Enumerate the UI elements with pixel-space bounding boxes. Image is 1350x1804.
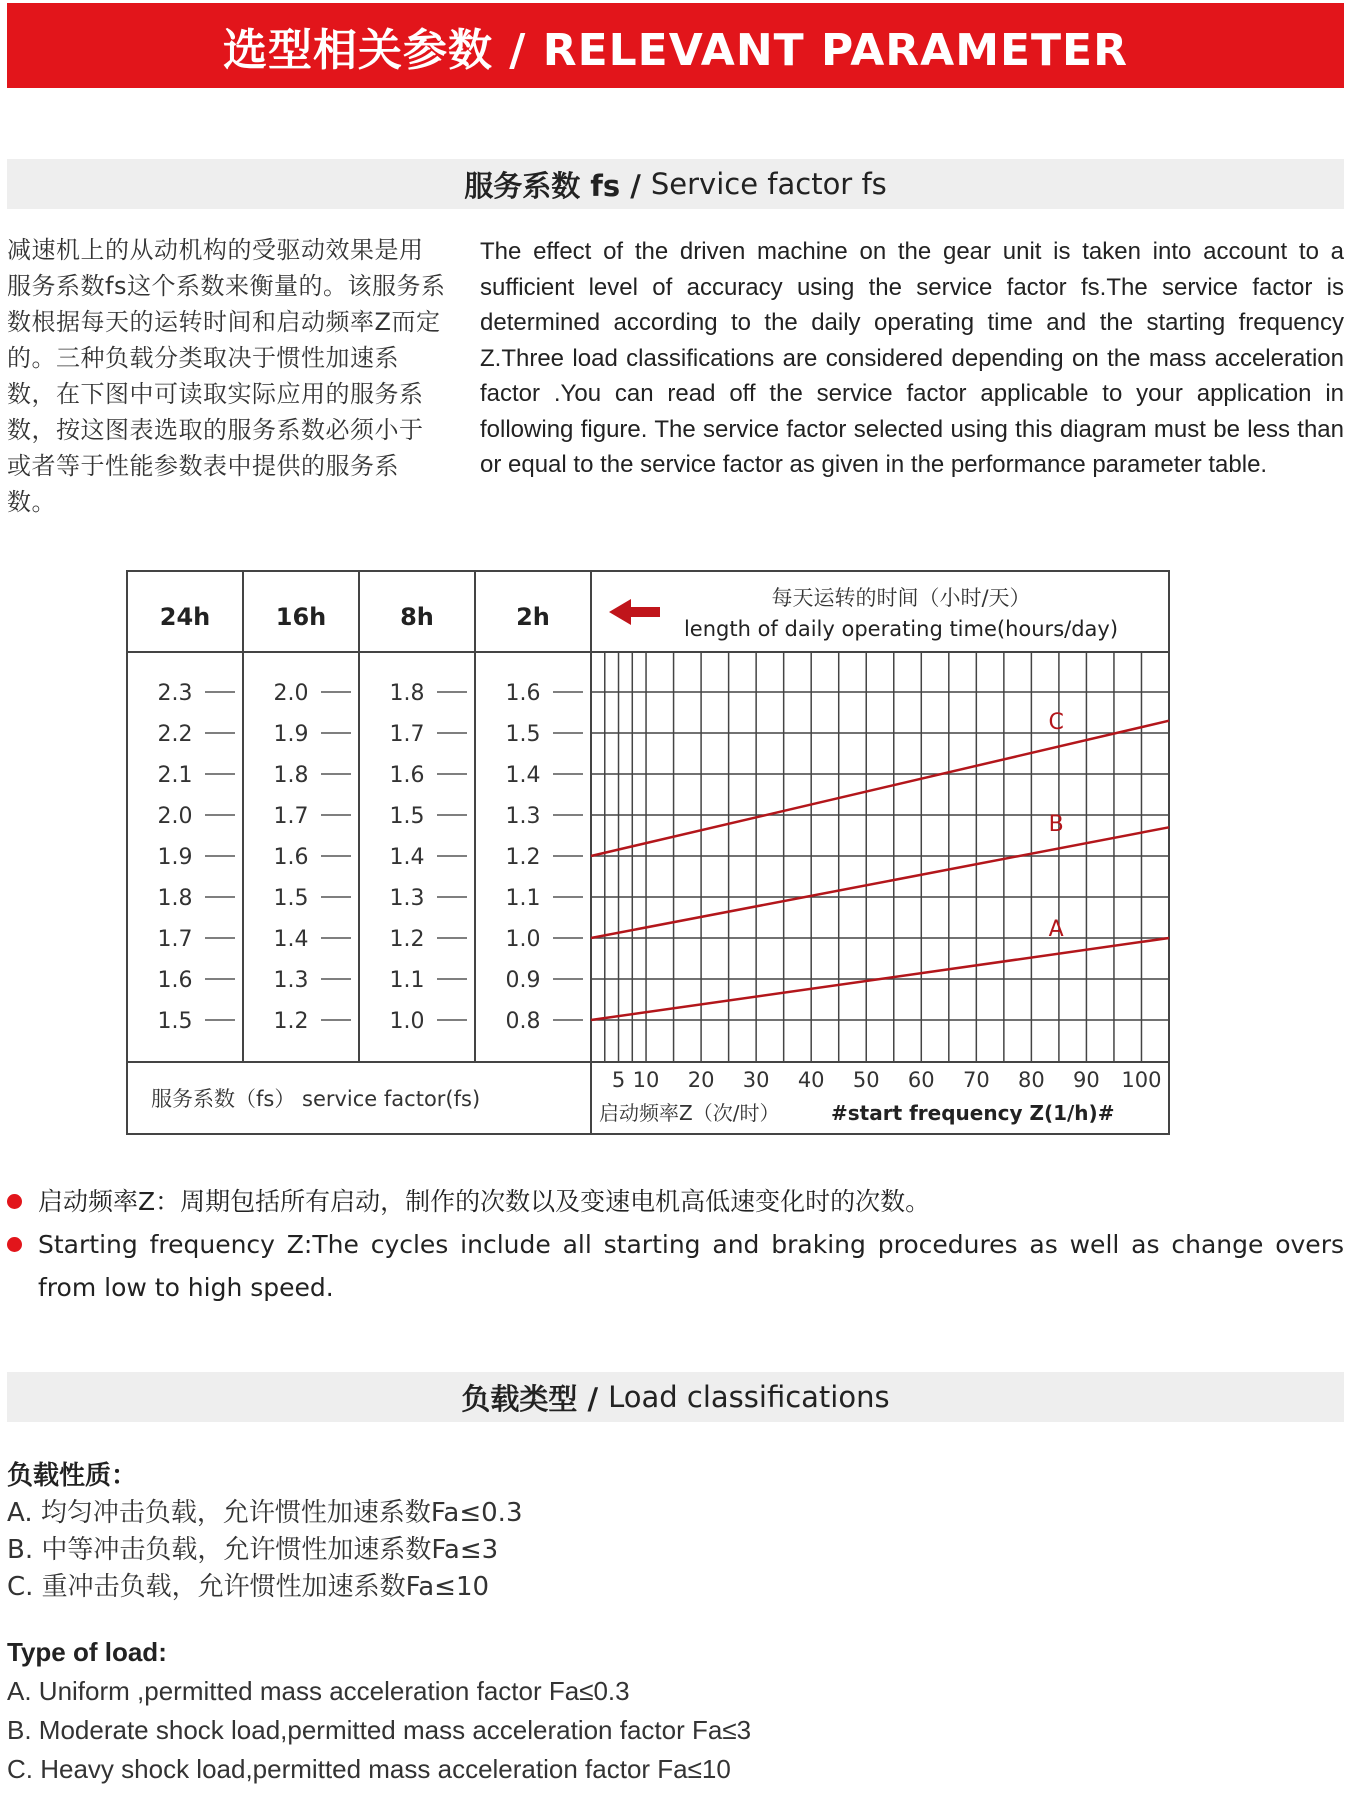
page-header-banner [7, 3, 1344, 88]
scale-value-8h: 1.2 [389, 927, 425, 952]
scale-value-24h: 1.8 [157, 886, 193, 911]
load-item-en-a: A. Uniform ,permitted mass acceleration factor Fa≤0.3 [7, 1676, 630, 1706]
load-heading-cn: 负载性质： [7, 1461, 138, 1491]
scale-value-2h: 0.8 [505, 1009, 541, 1034]
y-axis-label: 服务系数（fs） service factor(fs) [151, 1087, 481, 1111]
note-item-cn [7, 1180, 1344, 1223]
scale-value-8h: 1.7 [389, 722, 425, 747]
scale-value-2h: 1.4 [505, 763, 541, 788]
scale-value-24h: 2.0 [157, 804, 193, 829]
column-header-8h: 8h [400, 603, 434, 631]
load-list-cn [7, 1458, 523, 1606]
x-tick-label: 5 [611, 1068, 626, 1092]
scale-value-8h: 1.3 [389, 886, 425, 911]
load-section-bar [7, 1372, 1344, 1422]
scale-value-24h: 1.7 [157, 927, 193, 952]
scale-value-16h: 1.8 [273, 763, 309, 788]
x-tick-label: 30 [742, 1068, 770, 1092]
x-tick-label: 10 [632, 1068, 660, 1092]
x-tick-label: 90 [1073, 1068, 1100, 1092]
intro-text-en: The effect of the driven machine on the gear unit is taken into account to a sufficient level of accuracy using the service factor fs.The service factor is determined according to the daily operating time and the starting frequency Z.Three load classifications are considered depending on the mass acceleration factor .You can read off the service factor applicable to your application in following figure. The service factor selected using this diagram must be less than or equal to the service factor as given in the performance parameter table. [480, 238, 1344, 478]
scale-value-24h: 2.2 [157, 722, 193, 747]
service-factor-chart [126, 570, 1176, 1135]
x-tick-label: 100 [1121, 1068, 1162, 1092]
x-tick-label: 40 [797, 1068, 825, 1092]
scale-value-8h: 1.6 [389, 763, 425, 788]
column-header-16h: 16h [275, 603, 327, 631]
load-item-en-b: B. Moderate shock load,permitted mass acceleration factor Fa≤3 [7, 1715, 752, 1745]
load-line-label-c: C [1048, 710, 1064, 736]
scale-value-2h: 1.2 [505, 845, 541, 870]
x-tick-label: 20 [687, 1068, 715, 1092]
scale-value-16h: 1.3 [273, 968, 309, 993]
x-axis-label-cn: 启动频率Z（次/时） [599, 1101, 780, 1125]
scale-value-2h: 1.6 [505, 681, 541, 706]
scale-value-2h: 1.3 [505, 804, 541, 829]
scale-value-24h: 1.6 [157, 968, 193, 993]
load-item-cn-a: A. 均匀冲击负载，允许惯性加速系数Fa≤0.3 [7, 1498, 523, 1528]
scale-value-2h: 1.5 [505, 722, 541, 747]
note-text-en: Starting frequency Z:The cycles include all starting and braking procedures as well as change overs from low to high speed. [38, 1230, 1344, 1302]
bullet-dot-icon [7, 1194, 22, 1209]
scale-value-16h: 2.0 [273, 681, 309, 706]
x-tick-label: 80 [1018, 1068, 1045, 1092]
x-tick-label: 50 [852, 1068, 880, 1092]
load-item-en-c: C. Heavy shock load,permitted mass acceleration factor Fa≤10 [7, 1754, 731, 1784]
scale-value-2h: 0.9 [505, 968, 541, 993]
load-item-cn-b: B. 中等冲击负载，允许惯性加速系数Fa≤3 [7, 1535, 499, 1565]
service-factor-title-cn: 服务系数 fs / [464, 168, 641, 203]
chart-title-cn: 每天运转的时间（小时/天） [771, 586, 1031, 610]
note-item-en [7, 1223, 1344, 1309]
x-axis-label-en: #start frequency Z(1/h)# [831, 1101, 1115, 1125]
service-factor-section-bar [7, 159, 1344, 209]
scale-value-24h: 2.1 [157, 763, 193, 788]
scale-value-8h: 1.1 [389, 968, 425, 993]
load-item-cn-c: C. 重冲击负载，允许惯性加速系数Fa≤10 [7, 1572, 490, 1602]
scale-value-2h: 1.1 [505, 886, 541, 911]
scale-value-24h: 1.5 [157, 1009, 193, 1034]
load-list-en [7, 1633, 751, 1789]
scale-value-2h: 1.0 [505, 927, 541, 952]
load-title-en: Load classifications [608, 1380, 890, 1414]
scale-value-16h: 1.2 [273, 1009, 309, 1034]
scale-value-16h: 1.4 [273, 927, 309, 952]
notes-list [7, 1180, 1344, 1309]
scale-value-16h: 1.7 [273, 804, 309, 829]
page-title: 选型相关参数 / RELEVANT PARAMETER [222, 24, 1128, 76]
chart-title-en: length of daily operating time(hours/day) [683, 617, 1119, 641]
scale-value-16h: 1.9 [273, 722, 309, 747]
column-header-2h: 2h [516, 603, 550, 631]
x-tick-label: 70 [962, 1068, 990, 1092]
load-line-label-b: B [1048, 811, 1064, 837]
load-line-label-a: A [1048, 917, 1064, 943]
load-title-cn: 负载类型 / [461, 1381, 599, 1416]
intro-text-cn: 减速机上的从动机构的受驱动效果是用服务系数fs这个系数来衡量的。该服务系数根据每天的运转时间和启动频率Z而定的。三种负载分类取决于惯性加速系数，在下图中可读取实际应用的服务系数，按这图表选取的服务系数必须小于或者等于性能参数表中提供的服务系数。 [7, 236, 446, 516]
scale-value-24h: 2.3 [157, 681, 193, 706]
scale-value-8h: 1.4 [389, 845, 425, 870]
scale-value-24h: 1.9 [157, 845, 193, 870]
column-header-24h: 24h [159, 603, 211, 631]
note-text-cn: 启动频率Z：周期包括所有启动，制作的次数以及变速电机高低速变化时的次数。 [38, 1187, 931, 1216]
scale-value-8h: 1.0 [389, 1009, 425, 1034]
scale-value-16h: 1.6 [273, 845, 309, 870]
scale-value-8h: 1.5 [389, 804, 425, 829]
service-factor-title-en: Service factor fs [650, 167, 887, 201]
x-tick-label: 60 [907, 1068, 935, 1092]
bullet-dot-icon [7, 1237, 22, 1252]
scale-value-16h: 1.5 [273, 886, 309, 911]
scale-value-8h: 1.8 [389, 681, 425, 706]
load-heading-en: Type of load: [7, 1637, 167, 1667]
